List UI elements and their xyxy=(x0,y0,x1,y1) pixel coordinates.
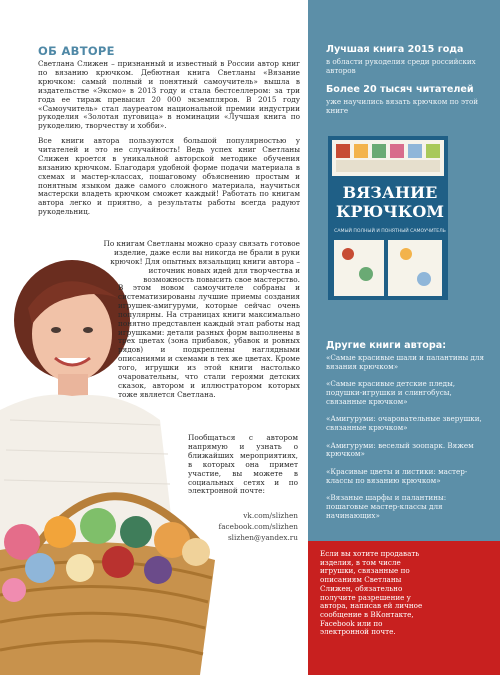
book-title-line2: КРЮЧКОМ xyxy=(336,202,444,221)
other-book-item: «Самые красивые шали и палантины для вязания крючком» xyxy=(326,353,485,371)
permission-notice-text: Если вы хотите продавать изделия, в том числе игрушки, связанные по описаниям Светланы Слижен, обязательно получите разрешение у автора, написав ей личное сообщение в ВКонтакте, Facebook или по электронной почте. xyxy=(320,549,423,637)
award-title: Лучшая книга 2015 года xyxy=(326,44,464,55)
other-book-item: «Самые красивые детские пледы, подушки-игрушки и слингобусы, связанные крючком» xyxy=(326,379,456,406)
readers-text: уже научились вязать крючком по этой книге xyxy=(326,97,479,115)
about-paragraph-3: По книгам Светланы можно сразу связать готовое изделие, даже если вы никогда не брали в руки крючок! Для опытных вязальщиц книги автора – источник новых идей для творчества и возможность повысить свое мастерство. xyxy=(103,239,300,284)
book-cover-image xyxy=(326,134,454,302)
other-books-title: Другие книги автора: xyxy=(326,340,447,351)
about-paragraph-2: Все книги автора пользуются большой популярностью у читателей и это не случайность! Ведь успех книг Светланы Слижен кроется в уникальной авторской методике обучения вязанию крючком. Благодаря удобной форме подачи материала в схемах и мастер-классах, пошаговому объяснению простым и понятным языком даже самого сложного материала, научиться мастерски владеть крючком сможет каждый! Работать по книгам автора легко и приятно, а результаты работы всегда радуют рукодельниц. xyxy=(38,136,300,217)
contact-links xyxy=(200,510,298,543)
readers-title: Более 20 тысяч читателей xyxy=(326,84,474,95)
about-heading: ОБ АВТОРЕ xyxy=(38,44,115,58)
facebook-link[interactable]: facebook.com/slizhen xyxy=(218,522,298,531)
book-title-line1: ВЯЗАНИЕ xyxy=(342,183,438,202)
other-book-item: «Амигуруми: веселый зоопарк. Вяжем крючком» xyxy=(326,440,474,459)
other-book-item: «Вязаные шарфы и палантины: пошаговые мастер-классы для начинающих» xyxy=(326,493,447,520)
about-paragraph-1: Светлана Слижен – признанный и известный в России автор книг по вязанию крючком. Дебютная книга Светланы «Вязание крючком: самый полный и понятный самоучитель» вышла в издательстве «Эксмо» в 2013 году и стала бестселлером: за три года ее тираж превысил 20 000 экземпляров. В 2015 году «Самоучитель» стал лауреатом национальной премии индустрии рукоделия «Золотая пуговица» в номинации «Лучшая книга по рукоделию, творчеству и хобби». xyxy=(38,59,300,131)
book-subtitle: САМЫЙ ПОЛНЫЙ И ПОНЯТНЫЙ САМОУЧИТЕЛЬ xyxy=(334,229,446,234)
about-paragraph-4: В этом новом самоучителе собраны и систематизированы лучшие приемы создания игрушек-амигуруми, которые сейчас очень популярны. На страницах книги максимально понятно представлен каждый этап работы над игрушками: детали разных форм выполнены в трех цветах (зона прибавок, убавок и ровных рядов) и подкреплены наглядными описаниями и схемами в тех же цветах. Кроме того, игрушки из этой книги настолько очаровательны, что стали героями детских сказок, автором и иллюстратором которых тоже является Светлана. xyxy=(118,283,300,399)
vk-link[interactable]: vk.com/slizhen xyxy=(243,511,298,520)
other-book-item: «Красивые цветы и листики: мастер-классы по вязанию крючком» xyxy=(326,466,468,485)
permission-notice xyxy=(308,541,500,675)
award-text: в области рукоделия среди российских авторов xyxy=(326,57,476,75)
other-book-item: «Амигуруми: очаровательные зверушки, связанные крючком» xyxy=(326,414,482,433)
other-books-list xyxy=(326,354,486,529)
email-link[interactable]: slizhen@yandex.ru xyxy=(227,533,298,542)
contact-paragraph: Пообщаться с автором напрямую и узнать о ближайших мероприятиях, в которых она примет участие, вы можете в социальных сетях и по электронной почте: xyxy=(188,433,298,496)
